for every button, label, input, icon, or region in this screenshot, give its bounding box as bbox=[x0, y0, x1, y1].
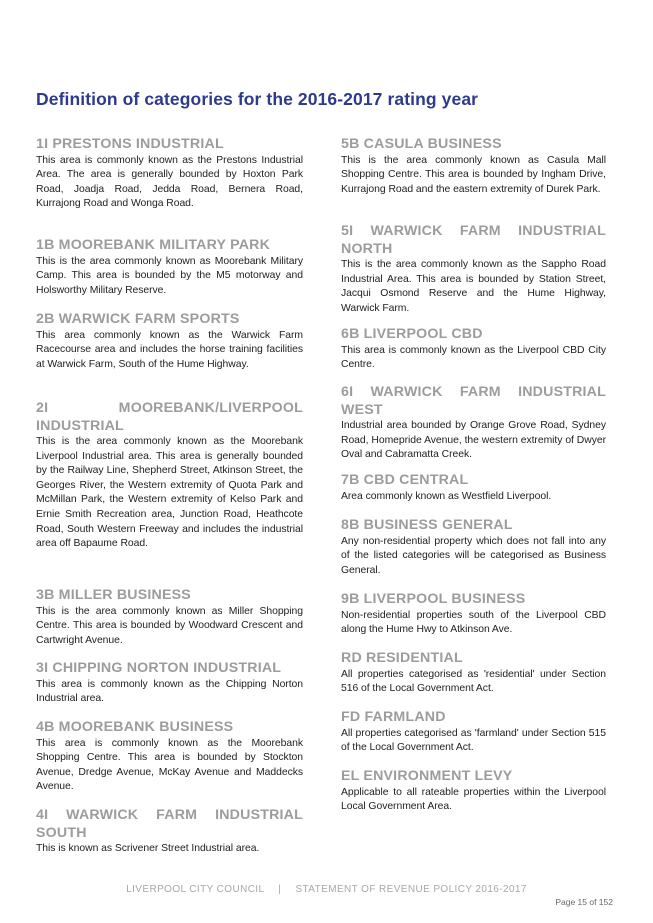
category-description: This is known as Scrivener Street Industrial area. bbox=[36, 843, 260, 854]
category-heading: 7B CBD CENTRAL bbox=[341, 472, 469, 488]
category-heading: 6I WARWICK FARM INDUSTRIAL WEST bbox=[341, 384, 606, 418]
category-heading: 3I CHIPPING NORTON INDUSTRIAL bbox=[36, 660, 282, 676]
category-heading: FD FARMLAND bbox=[341, 709, 446, 725]
footer-org: LIVERPOOL CITY COUNCIL bbox=[126, 884, 265, 895]
category-description: This is the area commonly known as Miller Shopping Centre. This area is bounded by Woodward Crescent and Cartwright Avenue. bbox=[36, 605, 303, 646]
category-description: This area is commonly known as the Prestons Industrial Area. The area is generally bounded by Hoxton Park Road, Joadja Road, Jedda Road, Bernera Road, Kurrajong Road and Wonga Road. bbox=[36, 154, 303, 210]
page-title: Definition of categories for the 2016-2017 rating year bbox=[36, 89, 479, 109]
category-description: This is the area commonly known as the Moorebank Liverpool Industrial area. This area is generally bounded by the Railway Line, Shepherd Street, Atkinson Street, the Georges River, the Western extremity of Quota Park and McMillan Park, the Western extremity of Kelso Park and Ernie Smith Recreation area, Junction Road, Heathcote Road, South Western Freeway and includes the industrial area off Bapaume Road. bbox=[36, 436, 303, 550]
category-4i bbox=[36, 807, 303, 857]
category-2i bbox=[36, 400, 303, 552]
category-description: This area is commonly known as the Moorebank Shopping Centre. This area is bounded by Stockton Avenue, Dredge Avenue, McKay Avenue and Maddecks Avenue. bbox=[36, 737, 303, 793]
category-heading: 5I WARWICK FARM INDUSTRIAL NORTH bbox=[341, 223, 606, 257]
footer-doc-title: STATEMENT OF REVENUE POLICY 2016-2017 bbox=[295, 884, 527, 895]
category-heading: 9B LIVERPOOL BUSINESS bbox=[341, 591, 526, 607]
category-6i bbox=[341, 384, 606, 463]
category-5i bbox=[341, 223, 606, 316]
category-heading: 6B LIVERPOOL CBD bbox=[341, 326, 483, 342]
page-number: Page 15 of 152 bbox=[555, 897, 613, 907]
category-description: This is the area commonly known as Casula Mall Shopping Centre. This area is bounded by Ingham Drive, Kurrajong Road and the eastern extremity of Durek Park. bbox=[341, 154, 606, 195]
category-4b bbox=[36, 719, 303, 795]
category-heading: RD RESIDENTIAL bbox=[341, 650, 463, 666]
category-heading: 4I WARWICK FARM INDUSTRIAL SOUTH bbox=[36, 807, 303, 841]
category-fd bbox=[341, 709, 606, 756]
footer-separator: | bbox=[278, 884, 282, 895]
category-1i bbox=[36, 136, 303, 212]
category-description: Area commonly known as Westfield Liverpool. bbox=[341, 490, 552, 502]
category-3i bbox=[36, 660, 303, 707]
category-description: All properties categorised as 'farmland' under Section 515 of the Local Government Act. bbox=[341, 727, 606, 754]
category-description: This area is commonly known as the Liverpool CBD City Centre. bbox=[341, 344, 606, 371]
category-description: Any non-residential property which does not fall into any of the listed categories will be categorised as Business General. bbox=[341, 535, 606, 576]
category-description: This is the area commonly known as the Sappho Road Industrial Area. This area is bounded by Station Street, Jacqui Osmond Reserve and the Hume Highway, Warwick Farm. bbox=[341, 259, 606, 314]
category-heading: 4B MOOREBANK BUSINESS bbox=[36, 719, 234, 735]
category-heading: 5B CASULA BUSINESS bbox=[341, 136, 502, 152]
category-description: Non-residential properties south of the Liverpool CBD along the Hume Hwy to Atkinson Ave. bbox=[341, 609, 606, 636]
category-9b bbox=[341, 591, 606, 638]
category-heading: 8B BUSINESS GENERAL bbox=[341, 517, 513, 533]
category-description: Industrial area bounded by Orange Grove Road, Sydney Road, Homepride Avenue, the western extremity of Dwyer Oval and Cabramatta Creek. bbox=[341, 420, 606, 461]
category-5b bbox=[341, 136, 606, 197]
category-heading: 3B MILLER BUSINESS bbox=[36, 587, 191, 603]
category-heading: 2B WARWICK FARM SPORTS bbox=[36, 311, 240, 327]
category-heading: 1B MOOREBANK MILITARY PARK bbox=[36, 237, 271, 253]
category-description: This area commonly known as the Warwick Farm Racecourse area and includes the horse training facilities at Warwick Farm, South of the Hume Highway. bbox=[36, 329, 303, 370]
category-6b bbox=[341, 326, 606, 373]
category-heading: EL ENVIRONMENT LEVY bbox=[341, 768, 513, 784]
category-7b bbox=[341, 472, 606, 504]
category-description: Applicable to all rateable properties within the Liverpool Local Government Area. bbox=[341, 786, 606, 813]
category-1b bbox=[36, 237, 303, 298]
category-description: All properties categorised as 'residential' under Section 516 of the Local Government Act. bbox=[341, 668, 606, 695]
category-heading: 1I PRESTONS INDUSTRIAL bbox=[36, 136, 224, 152]
category-rd bbox=[341, 650, 606, 697]
category-description: This is the area commonly known as Moorebank Military Camp. This area is bounded by the M5 motorway and Holsworthy Military Reserve. bbox=[36, 255, 303, 296]
category-3b bbox=[36, 587, 303, 648]
category-el bbox=[341, 768, 606, 815]
page-footer bbox=[0, 884, 653, 895]
category-2b bbox=[36, 311, 303, 372]
category-description: This area is commonly known as the Chipping Norton Industrial area. bbox=[36, 678, 303, 705]
category-heading: 2I MOOREBANK/LIVERPOOL INDUSTRIAL bbox=[36, 400, 303, 434]
category-8b bbox=[341, 517, 606, 578]
